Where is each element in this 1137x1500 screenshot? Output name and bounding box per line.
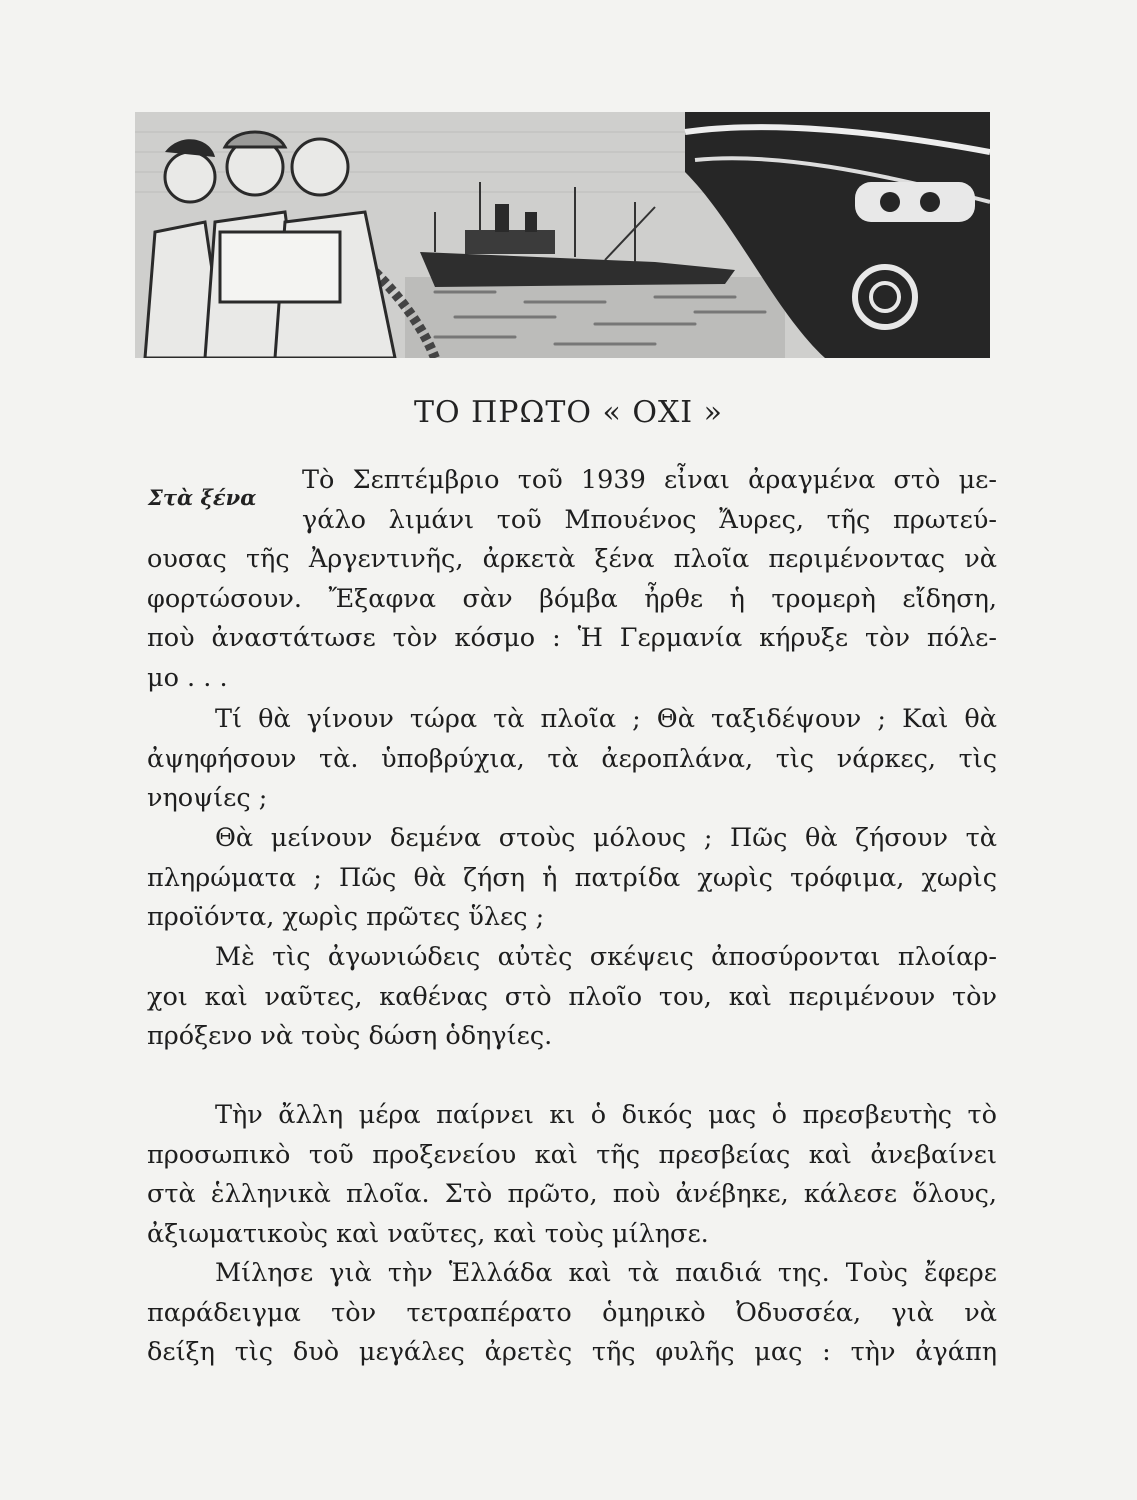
text-line: πληρώματα ; Πῶς θὰ ζήση ἡ πατρίδα χωρὶς τρόφιμα, χωρὶς bbox=[147, 862, 997, 893]
text-line: στὰ ἑλληνικὰ πλοῖα. Στὸ πρῶτο, ποὺ ἀνέβηκε, κάλεσε ὅλους, bbox=[147, 1179, 997, 1209]
harbor-sailors-ship-icon bbox=[135, 112, 990, 358]
paragraph-1 bbox=[147, 461, 997, 698]
harbor-illustration bbox=[135, 112, 990, 358]
text-line: ποὺ ἀναστάτωσε τὸν κόσμο : Ἡ Γερμανία κήρυξε τὸν πόλε- bbox=[147, 623, 997, 653]
text-line: παράδειγμα τὸν τετραπέρατο ὁμηρικὸ Ὀδυσσέα, γιὰ νὰ bbox=[147, 1297, 997, 1328]
text-line: ἀξιωματικοὺς καὶ ναῦτες, καὶ τοὺς μίλησε. bbox=[147, 1218, 709, 1249]
page-title: ΤΟ ΠΡΩΤΟ « ΟΧΙ » bbox=[413, 395, 724, 430]
text-line: Θὰ μείνουν δεμένα στοὺς μόλους ; Πῶς θὰ ζήσουν τὰ bbox=[215, 823, 997, 853]
text-line: προϊόντα, χωρὶς πρῶτες ὕλες ; bbox=[147, 902, 545, 932]
paragraph-5 bbox=[147, 1096, 997, 1254]
paragraph-2 bbox=[147, 700, 997, 819]
text-line: δείξη τὶς δυὸ μεγάλες ἀρετὲς τῆς φυλῆς μας : τὴν ἀγάπη bbox=[147, 1337, 997, 1367]
text-line: χοι καὶ ναῦτες, καθένας στὸ πλοῖο του, καὶ περιμένουν τὸν bbox=[147, 981, 997, 1012]
text-line: ουσας τῆς Ἀργεντινῆς, ἀρκετὰ ξένα πλοῖα περιμένοντας νὰ bbox=[147, 544, 997, 574]
text-line: πρόξενο νὰ τοὺς δώση ὁδηγίες. bbox=[147, 1021, 553, 1051]
text-line: Μὲ τὶς ἀγωνιώδεις αὐτὲς σκέψεις ἀποσύρονται πλοίαρ- bbox=[215, 942, 997, 972]
text-line: ἀψηφήσουν τὰ. ὑποβρύχια, τὰ ἀεροπλάνα, τὶς νάρκες, τὶς bbox=[147, 743, 997, 774]
text-line: φορτώσουν. Ἔξαφνα σὰν βόμβα ἦρθε ἡ τρομερὴ εἴδηση, bbox=[147, 583, 997, 614]
paragraph-6 bbox=[147, 1254, 997, 1373]
text-line: νηοψίες ; bbox=[147, 783, 268, 813]
text-line: Τί θὰ γίνουν τώρα τὰ πλοῖα ; Θὰ ταξιδέψουν ; Καὶ θὰ bbox=[215, 704, 997, 734]
text-line: Μίλησε γιὰ τὴν Ἑλλάδα καὶ τὰ παιδιά της. Τοὺς ἔφερε bbox=[215, 1258, 997, 1288]
side-note: Στὰ ξένα bbox=[148, 485, 257, 510]
text-line: γάλο λιμάνι τοῦ Μπουένος Ἄυρες, τῆς πρωτεύ- bbox=[302, 504, 997, 535]
paragraph-4 bbox=[147, 938, 997, 1057]
text-line: Τὸ Σεπτέμβριο τοῦ 1939 εἶναι ἀραγμένα στὸ με- bbox=[302, 465, 997, 495]
text-line: προσωπικὸ τοῦ προξενείου καὶ τῆς πρεσβείας καὶ ἀνεβαίνει bbox=[147, 1139, 997, 1170]
text-line: μο . . . bbox=[147, 662, 228, 693]
text-line: Τὴν ἄλλη μέρα παίρνει κι ὁ δικός μας ὁ πρεσβευτὴς τὸ bbox=[215, 1100, 997, 1130]
paragraph-3 bbox=[147, 819, 997, 938]
